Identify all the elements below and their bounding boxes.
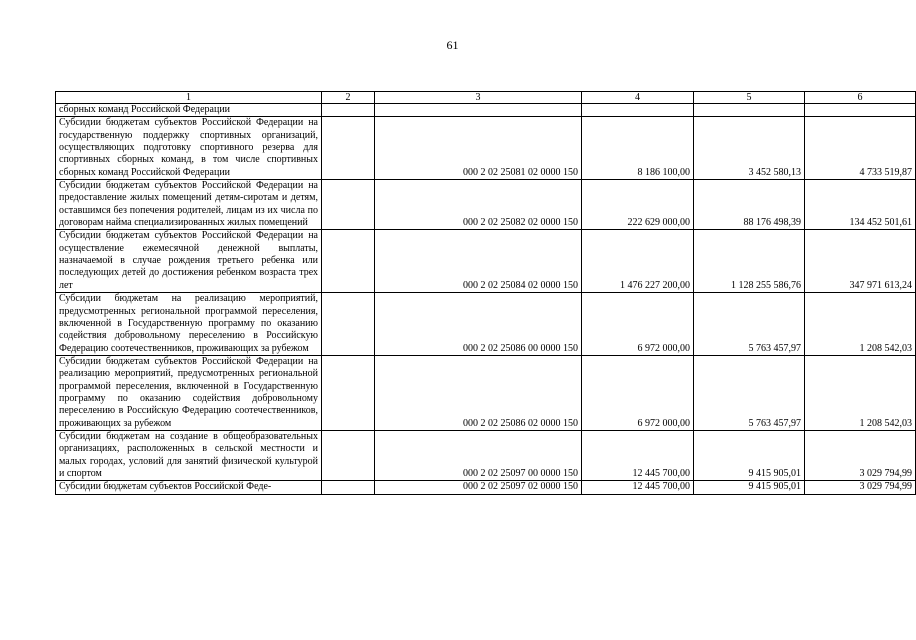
row-empty-cell <box>322 430 375 480</box>
column-header-1: 1 <box>56 92 322 104</box>
row-budget-code: 000 2 02 25097 00 0000 150 <box>375 430 582 480</box>
column-header-4: 4 <box>582 92 694 104</box>
table-row <box>56 230 916 293</box>
budget-table <box>55 91 916 495</box>
row-description: Субсидии бюджетам на реализацию мероприятий, предусмотренных региональной программой переселения, включенной в Государственную программу по оказанию содействия добровольному переселению в Российскую Федерацию соотечественников, проживающих за рубежом <box>56 293 322 356</box>
row-value-col4: 222 629 000,00 <box>582 180 694 230</box>
row-description: Субсидии бюджетам субъектов Российской Федерации на предоставление жилых помещений детям-сиротам и детям, оставшимся без попечения родителей, лицам из их числа по договорам найма специализированных жилых помещений <box>56 180 322 230</box>
row-value-col5: 9 415 905,01 <box>694 481 805 494</box>
row-value-col5: 9 415 905,01 <box>694 430 805 480</box>
row-value-col5 <box>694 104 805 117</box>
row-value-col5: 5 763 457,97 <box>694 293 805 356</box>
row-value-col6: 134 452 501,61 <box>805 180 916 230</box>
table-row <box>56 117 916 180</box>
row-budget-code: 000 2 02 25086 02 0000 150 <box>375 355 582 430</box>
column-header-3: 3 <box>375 92 582 104</box>
row-value-col4: 12 445 700,00 <box>582 430 694 480</box>
row-budget-code: 000 2 02 25084 02 0000 150 <box>375 230 582 293</box>
row-value-col6: 347 971 613,24 <box>805 230 916 293</box>
table-row <box>56 293 916 356</box>
table-row <box>56 104 916 117</box>
row-value-col5: 3 452 580,13 <box>694 117 805 180</box>
row-value-col4: 8 186 100,00 <box>582 117 694 180</box>
row-description: Субсидии бюджетам на создание в общеобразовательных организациях, расположенных в сельской местности и малых городах, условий для занятий физической культурой и спортом <box>56 430 322 480</box>
row-description: Субсидии бюджетам субъектов Российской Федерации на государственную поддержку спортивных организаций, осуществляющих подготовку спортивного резерва для спортивных сборных команд, в том числе спортивных сборных команд Российской Федерации <box>56 117 322 180</box>
table-row <box>56 180 916 230</box>
row-description: Субсидии бюджетам субъектов Российской Федерации на осуществление ежемесячной денежной выплаты, назначаемой в случае рождения третьего ребенка или последующих детей до достижения ребенком возраста трех лет <box>56 230 322 293</box>
column-header-2: 2 <box>322 92 375 104</box>
row-empty-cell <box>322 293 375 356</box>
row-empty-cell <box>322 481 375 494</box>
row-budget-code <box>375 104 582 117</box>
row-value-col5: 1 128 255 586,76 <box>694 230 805 293</box>
table-row <box>56 481 916 494</box>
row-value-col5: 5 763 457,97 <box>694 355 805 430</box>
column-number-row <box>56 92 916 104</box>
row-value-col4 <box>582 104 694 117</box>
table-row <box>56 355 916 430</box>
row-description: сборных команд Российской Федерации <box>56 104 322 117</box>
row-budget-code: 000 2 02 25097 02 0000 150 <box>375 481 582 494</box>
row-budget-code: 000 2 02 25082 02 0000 150 <box>375 180 582 230</box>
row-value-col4: 12 445 700,00 <box>582 481 694 494</box>
row-value-col4: 6 972 000,00 <box>582 355 694 430</box>
page-number: 61 <box>446 38 459 52</box>
row-empty-cell <box>322 180 375 230</box>
row-empty-cell <box>322 117 375 180</box>
row-description: Субсидии бюджетам субъектов Российской Феде- <box>56 481 322 494</box>
row-value-col6: 1 208 542,03 <box>805 293 916 356</box>
table-row <box>56 430 916 480</box>
row-value-col4: 6 972 000,00 <box>582 293 694 356</box>
row-description: Субсидии бюджетам субъектов Российской Федерации на реализацию мероприятий, предусмотренных региональной программой переселения, включенной в Государственную программу по оказанию содействия добровольному переселению в Российскую Федерацию соотечественников, проживающих за рубежом <box>56 355 322 430</box>
row-value-col6: 1 208 542,03 <box>805 355 916 430</box>
row-value-col6: 3 029 794,99 <box>805 481 916 494</box>
row-value-col4: 1 476 227 200,00 <box>582 230 694 293</box>
row-empty-cell <box>322 355 375 430</box>
row-budget-code: 000 2 02 25081 02 0000 150 <box>375 117 582 180</box>
row-empty-cell <box>322 104 375 117</box>
row-value-col5: 88 176 498,39 <box>694 180 805 230</box>
row-value-col6: 3 029 794,99 <box>805 430 916 480</box>
column-header-6: 6 <box>805 92 916 104</box>
row-value-col6: 4 733 519,87 <box>805 117 916 180</box>
row-empty-cell <box>322 230 375 293</box>
row-budget-code: 000 2 02 25086 00 0000 150 <box>375 293 582 356</box>
row-value-col6 <box>805 104 916 117</box>
column-header-5: 5 <box>694 92 805 104</box>
